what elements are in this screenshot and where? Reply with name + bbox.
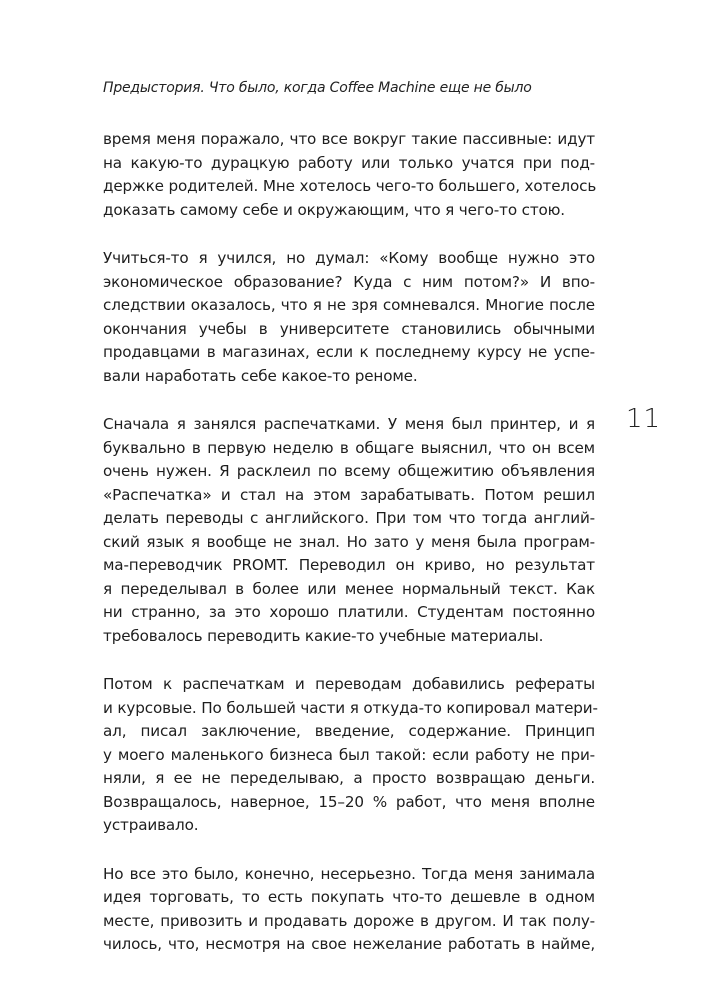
text-line: окончания учебы в университете становились обычными	[103, 319, 595, 338]
paragraph	[103, 128, 595, 222]
paragraph	[103, 863, 595, 957]
text-line: месте, привозить и продавать дороже в другом. И так полу-	[103, 911, 595, 930]
running-header: Предыстория. Что было, когда Coffee Machine еще не было	[103, 80, 532, 96]
page-number: 11	[626, 404, 662, 434]
text-line: устраивало.	[103, 816, 199, 834]
body-text	[103, 128, 598, 982]
text-line: ни странно, за это хорошо платили. Студентам постоянно	[103, 603, 595, 621]
text-line: ский язык я вообще не знал. Но зато у меня была програм-	[103, 532, 595, 551]
text-line: доказать самому себе и окружающим, что я чего-то стою.	[103, 200, 565, 219]
text-line: идея торговать, то есть покупать что-то дешевле в одном	[103, 888, 595, 906]
text-line: следствии оказалось, что я не зря сомневался. Многие после	[103, 296, 595, 314]
paragraph	[103, 413, 595, 648]
text-line: Но все это было, конечно, несерьезно. Тогда меня занимала	[103, 864, 595, 883]
paragraph	[103, 247, 595, 388]
text-line: «Распечатка» и стал на этом зарабатывать. Потом решил	[103, 485, 595, 504]
text-line: ма-переводчик PROMT. Переводил он криво, но результат	[103, 556, 595, 574]
text-line: я переделывал в более или менее нормальный текст. Как	[103, 579, 595, 598]
text-line: держке родителей. Мне хотелось чего-то большего, хотелось	[103, 177, 597, 195]
text-line: и курсовые. По большей части я откуда-то копировал матери-	[103, 698, 598, 717]
paragraph	[103, 673, 598, 838]
text-line: чилось, что, несмотря на свое нежелание работать в найме,	[103, 935, 595, 953]
text-line: продавцами в магазинах, если к последнему курсу не успе-	[103, 343, 595, 361]
text-line: на какую-то дурацкую работу или только учатся при под-	[103, 153, 595, 172]
text-line: Потом к распечаткам и переводам добавились рефераты	[103, 675, 595, 693]
text-line: вали наработать себе какое-то реноме.	[103, 366, 418, 385]
text-line: время меня поражало, что все вокруг такие пассивные: идут	[103, 130, 595, 148]
text-line: буквально в первую неделю в общаге выяснил, что он всем	[103, 438, 595, 457]
text-line: у моего маленького бизнеса был такой: если работу не при-	[103, 745, 595, 764]
text-line: Учиться-то я учился, но думал: «Кому вообще нужно это	[103, 249, 595, 267]
text-line: ал, писал заключение, введение, содержание. Принцип	[103, 722, 595, 740]
text-line: очень нужен. Я расклеил по всему общежитию объявления	[103, 462, 595, 480]
text-line: няли, я ее не переделываю, а просто возвращаю деньги.	[103, 769, 595, 787]
text-line: требовалось переводить какие-то учебные материалы.	[103, 626, 544, 645]
text-line: Сначала я занялся распечатками. У меня был принтер, и я	[103, 415, 595, 433]
text-line: Возвращалось, наверное, 15–20 % работ, что меня вполне	[103, 792, 595, 811]
text-line: делать переводы с английского. При том что тогда англий-	[103, 509, 595, 527]
text-line: экономическое образование? Куда с ним потом?» И впо-	[103, 272, 595, 291]
